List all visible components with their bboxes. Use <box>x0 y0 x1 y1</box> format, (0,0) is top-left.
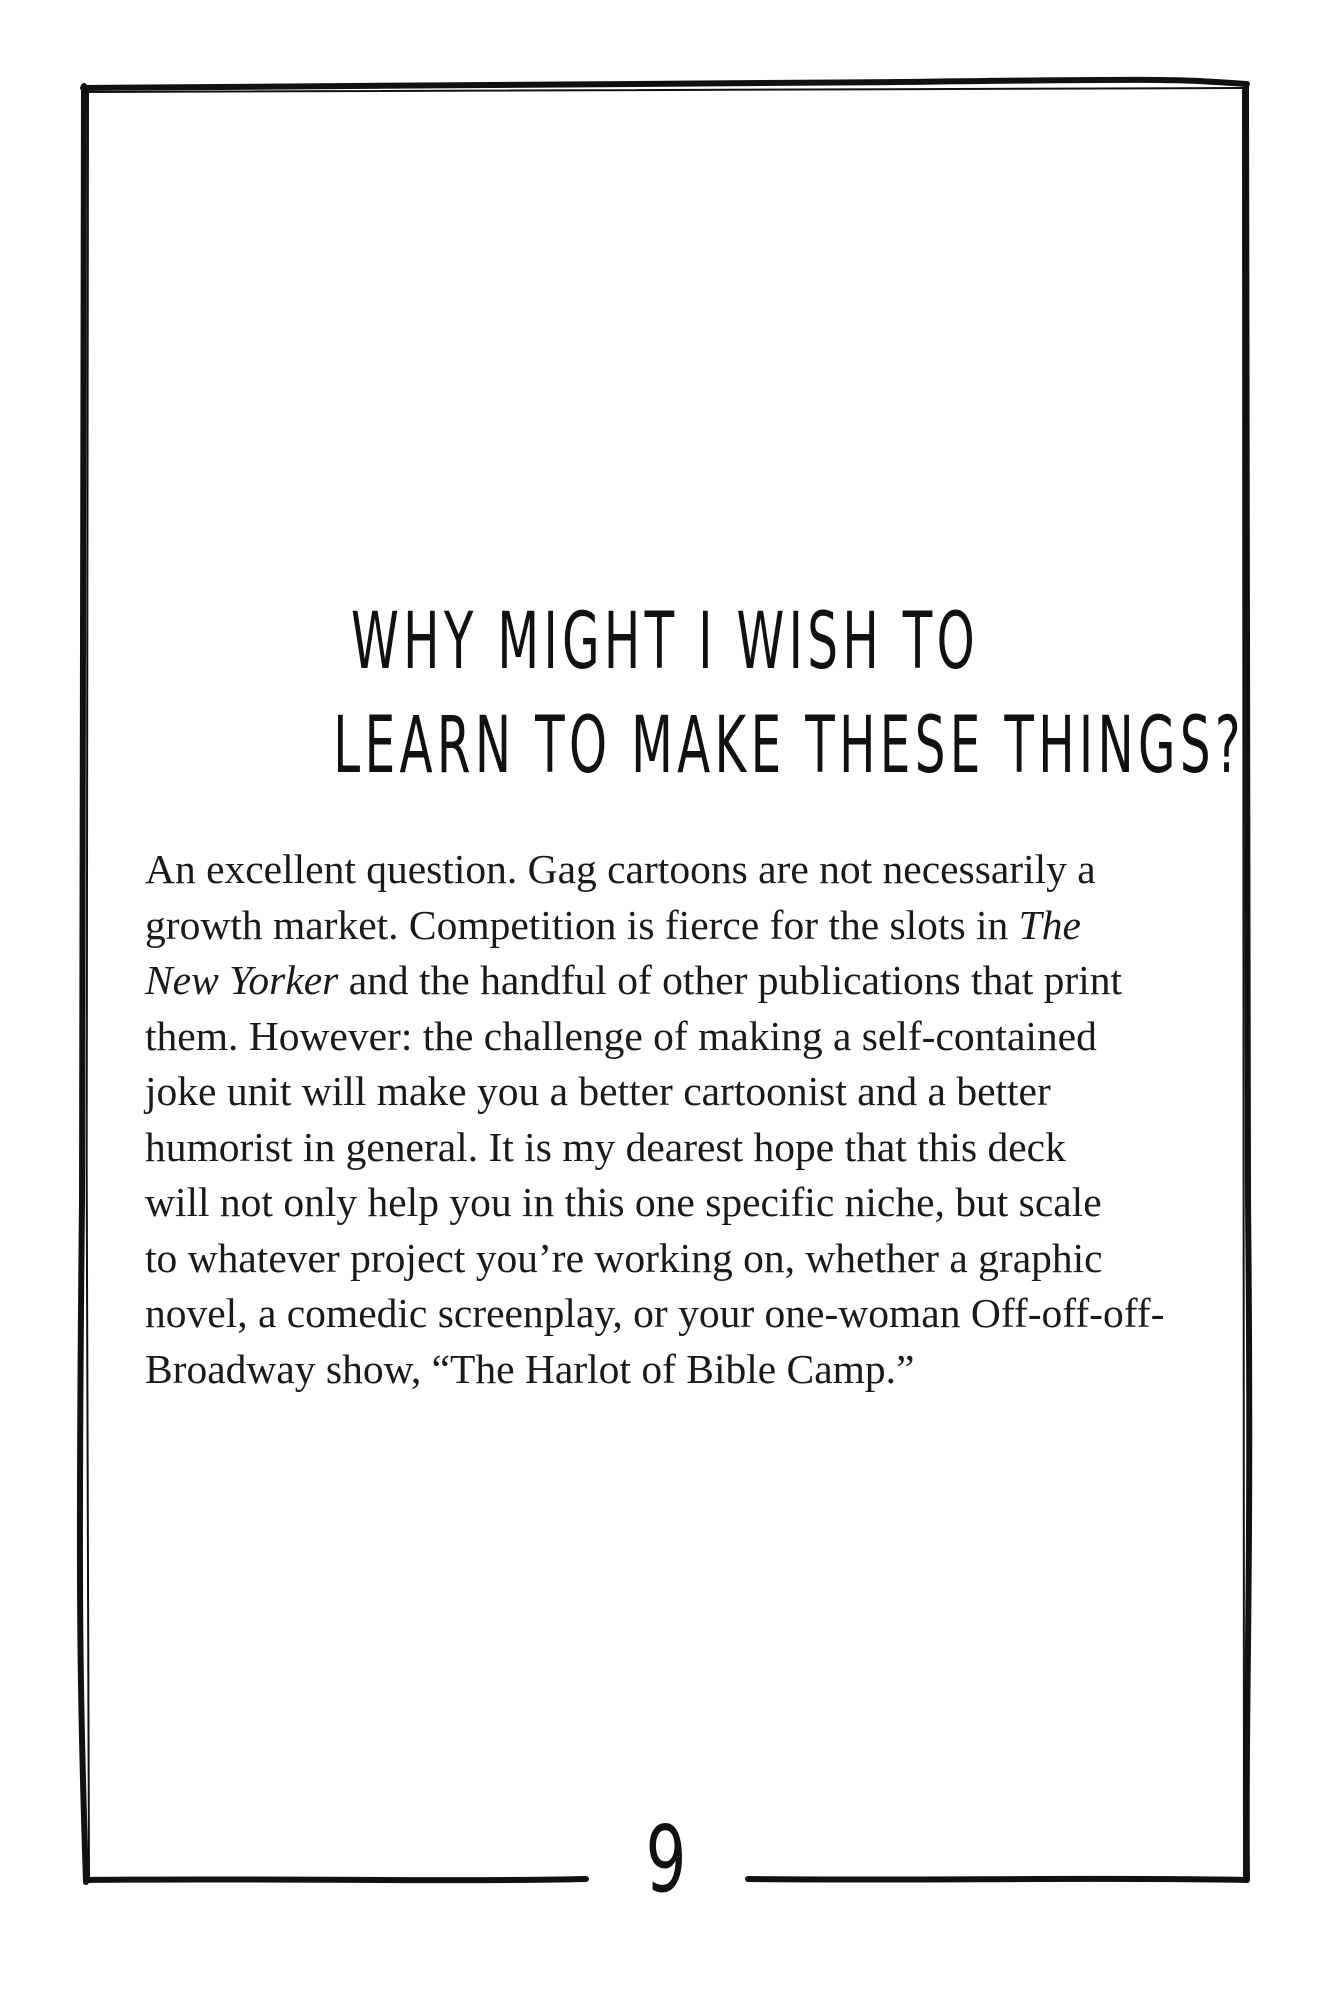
body-line-2-text: growth market. Competition is fierce for the slots in <box>145 901 1019 948</box>
body-line-10: Broadway show, “The Harlot of Bible Camp.” <box>145 1345 915 1392</box>
body-line-1: An excellent question. Gag cartoons are not necessarily a <box>145 846 1096 892</box>
page-number: 9 <box>645 1806 687 1913</box>
heading-line-2: LEARN TO MAKE THESE THINGS? <box>333 701 1245 791</box>
card-heading <box>333 590 1245 798</box>
publication-title-part-2: New Yorker <box>145 957 339 1003</box>
body-paragraph <box>145 842 1195 1397</box>
body-line-9: novel, a comedic screenplay, or your one-woman Off-off-off- <box>145 1290 1165 1336</box>
body-line-8: to whatever project you’re working on, whether a graphic <box>145 1234 1103 1281</box>
heading-line-1: WHY MIGHT I WISH TO <box>350 597 980 687</box>
body-line-4: them. However: the challenge of making a self-contained <box>145 1012 1097 1059</box>
body-line-2 <box>145 898 1195 954</box>
publication-title-part-1: The <box>1018 901 1081 948</box>
body-line-6: humorist in general. It is my dearest hope that this deck <box>145 1123 1066 1170</box>
body-line-3 <box>145 953 1195 1009</box>
body-line-7: will not only help you in this one specific niche, but scale <box>145 1179 1102 1225</box>
body-line-3-text: and the handful of other publications that print <box>338 957 1123 1003</box>
body-line-5: joke unit will make you a better cartoonist and a better <box>145 1068 1051 1114</box>
